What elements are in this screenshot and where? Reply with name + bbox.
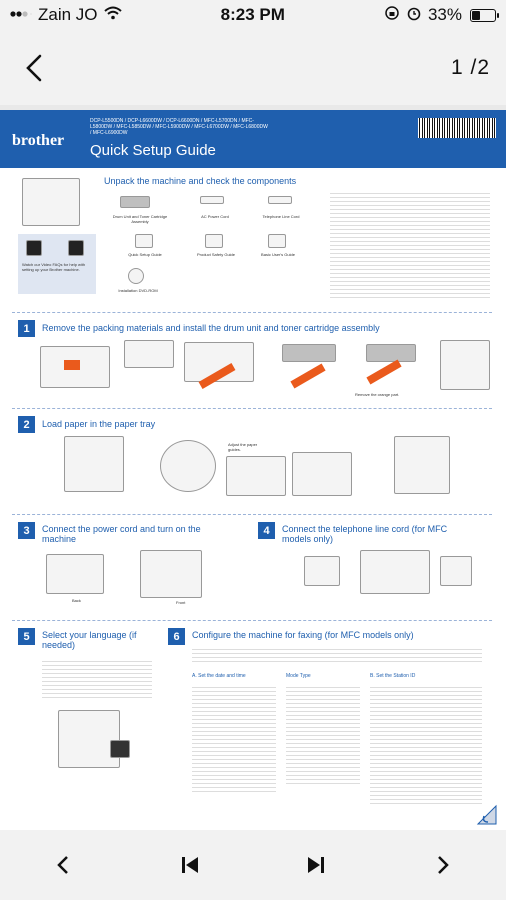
orange-tape bbox=[290, 364, 325, 389]
item-label: Quick Setup Guide bbox=[128, 252, 162, 257]
step4-illustration bbox=[440, 556, 472, 586]
page-current: 1 bbox=[450, 55, 464, 79]
step2-illustration bbox=[64, 436, 124, 492]
step-number: 4 bbox=[258, 522, 275, 539]
top-toolbar bbox=[0, 30, 506, 105]
step2-illustration bbox=[394, 436, 450, 494]
document-page bbox=[0, 110, 506, 830]
step-number: 1 bbox=[18, 320, 35, 337]
back-label: Back bbox=[72, 598, 81, 603]
document-viewer[interactable] bbox=[0, 105, 506, 830]
divider bbox=[12, 312, 492, 313]
step2-illustration bbox=[226, 456, 286, 496]
step1-illustration bbox=[124, 340, 174, 368]
chevron-left-icon bbox=[56, 854, 70, 876]
step-number: 5 bbox=[18, 628, 35, 645]
station-id-heading: B. Set the Station ID bbox=[370, 673, 416, 679]
drum-illustration bbox=[120, 196, 150, 208]
step-number: 3 bbox=[18, 522, 35, 539]
video-note: Watch our Video FAQs for help with setting up your Brother machine. bbox=[22, 262, 86, 272]
step6-notes bbox=[192, 646, 482, 664]
model-list: DCP-L5500DN / DCP-L6600DW / DCP-L6600DN / MFC-L5700DN / MFC-L5800DW / MFC-L5850DW / MFC-L5900DW / MFC-L6700DW / MFC-L6800DW / MFC-L6900DW bbox=[90, 118, 268, 136]
orange-tape bbox=[64, 360, 80, 370]
barcode bbox=[418, 118, 496, 138]
bottom-toolbar bbox=[0, 830, 506, 900]
step5-illustration bbox=[110, 740, 130, 758]
divider bbox=[12, 408, 492, 409]
page-total: /2 bbox=[470, 55, 490, 79]
status-bar bbox=[0, 0, 506, 30]
skip-first-icon bbox=[179, 854, 201, 876]
front-label: Front bbox=[176, 600, 186, 605]
back-button[interactable] bbox=[16, 50, 52, 86]
step5-text bbox=[42, 658, 152, 698]
station-id-text bbox=[370, 684, 482, 804]
chevron-right-icon bbox=[436, 854, 450, 876]
brand-logo: brother bbox=[12, 132, 65, 149]
prev-page-button[interactable] bbox=[43, 845, 83, 885]
last-page-button[interactable] bbox=[296, 845, 336, 885]
unpack-heading: Unpack the machine and check the components bbox=[104, 176, 297, 186]
step-number: 6 bbox=[168, 628, 185, 645]
divider bbox=[12, 514, 492, 515]
step1-illustration bbox=[440, 340, 490, 390]
alarm-icon bbox=[406, 5, 422, 26]
doc-title: Quick Setup Guide bbox=[90, 142, 216, 159]
set-date-heading: A. Set the date and time bbox=[192, 673, 246, 679]
next-page-button[interactable] bbox=[423, 845, 463, 885]
item-label: Drum Unit and Toner Cartridge Assembly bbox=[112, 214, 168, 224]
step-title: Remove the packing materials and install the drum unit and toner cartridge assembly bbox=[42, 323, 380, 333]
step3-illustration bbox=[140, 550, 202, 598]
machine-illustration bbox=[22, 178, 80, 226]
first-page-button[interactable] bbox=[170, 845, 210, 885]
step4-illustration bbox=[304, 556, 340, 586]
rotation-lock-icon bbox=[384, 5, 400, 26]
power-cord-illustration bbox=[200, 196, 224, 204]
step-title: Connect the telephone line cord (for MFC models only) bbox=[282, 524, 448, 544]
orange-tape bbox=[366, 360, 401, 385]
signal-icon bbox=[10, 5, 32, 25]
step-number: 2 bbox=[18, 416, 35, 433]
guide-illustration bbox=[268, 234, 286, 248]
page-curl-icon[interactable] bbox=[476, 804, 498, 826]
step1-illustration bbox=[366, 344, 416, 362]
qr-code bbox=[68, 240, 84, 256]
step4-illustration bbox=[360, 550, 430, 594]
wifi-icon bbox=[104, 5, 122, 25]
divider bbox=[12, 620, 492, 621]
mode-type-heading: Mode Type bbox=[286, 673, 311, 679]
battery-icon bbox=[470, 9, 496, 22]
item-label: Product Safety Guide bbox=[196, 252, 236, 257]
chevron-left-icon bbox=[24, 53, 44, 83]
step-title: Connect the power cord and turn on the machine bbox=[42, 524, 201, 544]
video-box bbox=[18, 234, 96, 294]
battery-percent: 33% bbox=[427, 5, 462, 24]
item-label: Telephone Line Cord bbox=[262, 214, 300, 219]
skip-last-icon bbox=[305, 854, 327, 876]
step1-illustration bbox=[282, 344, 336, 362]
item-label: Installation DVD-ROM bbox=[118, 288, 158, 293]
guide-illustration bbox=[135, 234, 153, 248]
step5-illustration bbox=[58, 710, 120, 768]
set-date-text bbox=[192, 684, 276, 794]
notes-block bbox=[330, 190, 490, 300]
step2-illustration bbox=[160, 440, 216, 492]
phone-cord-illustration bbox=[268, 196, 292, 204]
item-label: AC Power Cord bbox=[201, 214, 229, 219]
dvd-illustration bbox=[128, 268, 144, 284]
step3-illustration bbox=[46, 554, 104, 594]
carrier-label: Zain JO bbox=[38, 5, 98, 24]
doc-banner bbox=[0, 110, 506, 168]
clock: 8:23 PM bbox=[220, 5, 285, 24]
qr-code bbox=[26, 240, 42, 256]
step-title: Load paper in the paper tray bbox=[42, 419, 156, 429]
mode-type-text bbox=[286, 684, 360, 784]
orange-label: Remove the orange part. bbox=[355, 392, 400, 397]
item-label: Basic User's Guide bbox=[261, 252, 295, 257]
step2-illustration bbox=[292, 452, 352, 496]
page-indicator bbox=[451, 56, 490, 80]
guides-label: Adjust the paper guides. bbox=[228, 442, 258, 452]
guide-illustration bbox=[205, 234, 223, 248]
step-title: Configure the machine for faxing (for MFC models only) bbox=[192, 630, 414, 640]
step-title: Select your language (if needed) bbox=[42, 630, 137, 650]
